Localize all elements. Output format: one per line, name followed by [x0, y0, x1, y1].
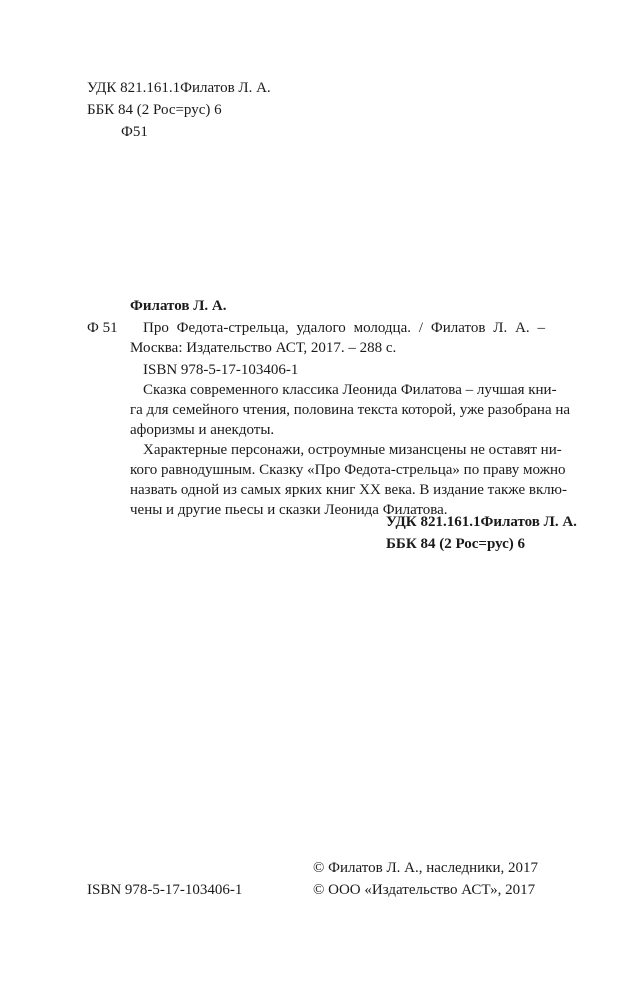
copyright-author: © Филатов Л. А., наследники, 2017: [313, 860, 539, 876]
description: [143, 318, 545, 338]
description-line: Москва: Издательство АСТ, 2017. – 288 с.: [130, 340, 397, 356]
annotation-paragraph-2: [130, 440, 567, 520]
bottom-isbn: ISBN 978-5-17-103406-1: [87, 882, 243, 898]
annotation-line: афоризмы и анекдоты.: [130, 422, 275, 438]
udk-code-bold: УДК 821.161.1Филатов Л. А.: [386, 514, 577, 530]
annotation-line: назвать одной из самых ярких книг XX века. В издание также вклю-: [130, 482, 567, 498]
description-line: Про Федота-стрельца, удалого молодца. / Филатов Л. А. –: [143, 320, 545, 336]
entry-author-sign: Ф 51: [87, 320, 118, 336]
bbk-code: ББК 84 (2 Рос=рус) 6: [87, 102, 222, 118]
annotation-paragraph-1: [130, 380, 571, 440]
annotation-line: кого равнодушным. Сказку «Про Федота-стрельца» по праву можно: [130, 462, 566, 478]
author-sign: Ф51: [121, 124, 148, 140]
entry-isbn: ISBN 978-5-17-103406-1: [143, 362, 299, 378]
annotation-line: Сказка современного классика Леонида Филатова – лучшая кни-: [143, 382, 557, 398]
author-heading: Филатов Л. А.: [130, 298, 227, 314]
annotation-line: га для семейного чтения, половина текста которой, уже разобрана на: [130, 402, 571, 418]
annotation-line: Характерные персонажи, остроумные мизансцены не оставят ни-: [143, 442, 562, 458]
bbk-code-bold: ББК 84 (2 Рос=рус) 6: [386, 536, 526, 552]
copyright-publisher: © ООО «Издательство АСТ», 2017: [313, 882, 536, 898]
udk-code: УДК 821.161.1Филатов Л. А.: [87, 80, 271, 96]
annotation-line: чены и другие пьесы и сказки Леонида Филатова.: [130, 502, 448, 518]
